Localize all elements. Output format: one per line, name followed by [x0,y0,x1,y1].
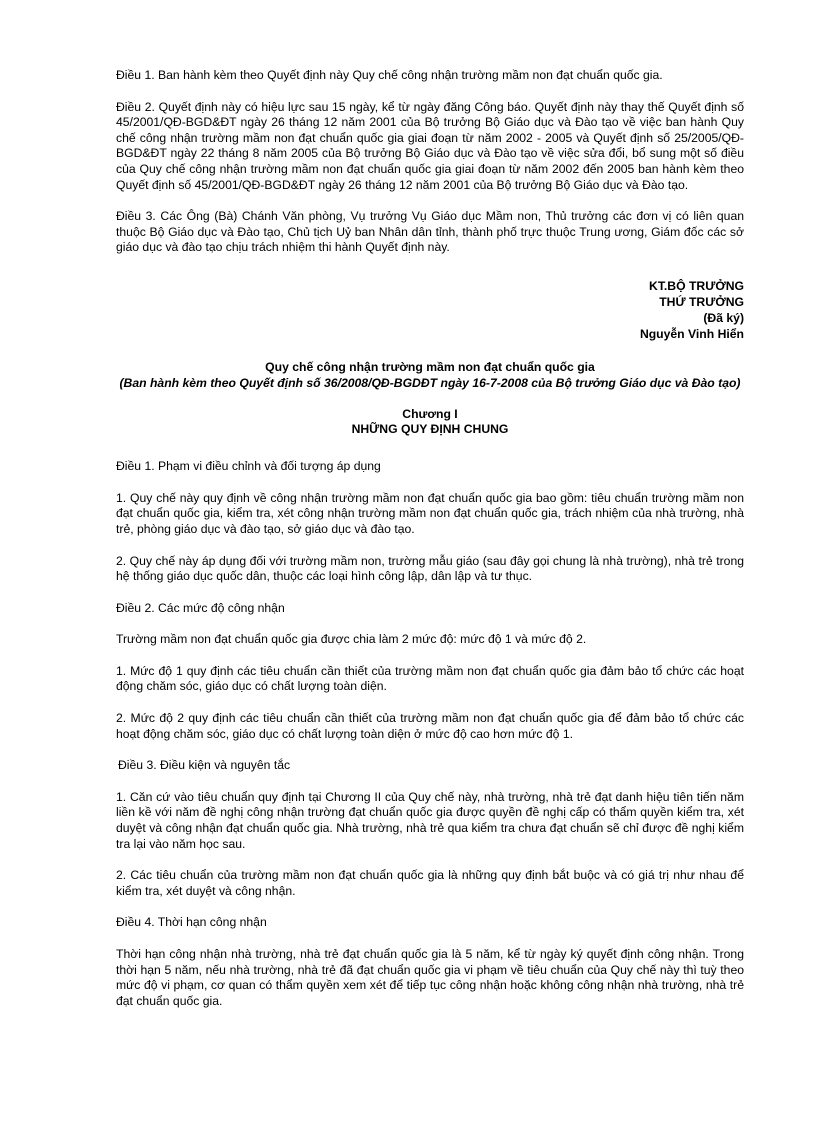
document-page [116,68,744,1025]
regulation-title: Quy chế công nhận trường mầm non đạt chuẩn quốc gia [265,359,595,374]
article-4-heading: Điều 4. Thời hạn công nhận [116,915,267,930]
chapter-name: NHỮNG QUY ĐỊNH CHUNG [351,422,509,437]
article-3-heading: Điều 3. Điều kiện và nguyên tắc [118,758,291,773]
article-2-intro: Trường mầm non đạt chuẩn quốc gia được chia làm 2 mức độ: mức độ 1 và mức độ 2. [116,632,587,647]
decision-article-2: Điều 2. Quyết định này có hiệu lực sau 15 ngày, kể từ ngày đăng Công báo. Quyết định này thay thế Quyết định số 45/2001/QĐ-BGD&ĐT ngày 26 tháng 12 năm 2001 của Bộ trưởng Bộ Giáo dục và Đào tạo về việc ban hành Quy chế công nhận trường mầm non đạt chuẩn quốc gia giai đoạn từ năm 2002 - 2005 và Quyết định số 25/2005/QĐ-BGD&ĐT ngày 22 tháng 8 năm 2005 của Bộ trưởng Bộ Giáo dục và Đào tạo về việc sửa đổi, bổ sung một số điều của Quy chế công nhận trường mầm non đạt chuẩn quốc gia giai đoạn từ năm 2002 đến 2005 ban hành kèm theo Quyết định số 45/2001/QĐ-BGD&ĐT ngày 26 tháng 12 năm 2001 của Bộ trưởng Bộ Giáo dục và Đào tạo. [116,99,744,192]
article-1-clause-1: 1. Quy chế này quy định về công nhận trường mầm non đạt chuẩn quốc gia bao gồm: tiêu chuẩn trường mầm non đạt chuẩn quốc gia, kiểm tra, xét công nhận trường mầm non đạt chuẩn quốc gia, trách nhiệm của nhà trường, nhà trẻ, phòng giáo dục và đào tạo, sở giáo dục và đào tạo. [116,490,744,536]
signature-status: (Đã ký) [703,310,744,325]
signature-block [116,278,744,342]
regulation-subtitle: (Ban hành kèm theo Quyết định số 36/2008/QĐ-BGDĐT ngày 16-7-2008 của Bộ trưởng Giáo dục và Đào tạo) [119,375,741,390]
signature-role: THỨ TRƯỞNG [659,294,744,309]
chapter-heading [116,407,744,437]
decision-article-1: Điều 1. Ban hành kèm theo Quyết định này Quy chế công nhận trường mầm non đạt chuẩn quốc gia. [116,68,663,82]
article-2-clause-2: 2. Mức độ 2 quy định các tiêu chuẩn cần thiết của trường mầm non đạt chuẩn quốc gia để đảm bảo tổ chức các hoạt động chăm sóc, giáo dục có chất lượng toàn diện ở mức độ cao hơn mức độ 1. [116,711,744,741]
signature-title: KT.BỘ TRƯỞNG [649,278,744,293]
signatory-name: Nguyễn Vinh Hiển [639,326,744,341]
article-1-clause-2: 2. Quy chế này áp dụng đối với trường mầm non, trường mẫu giáo (sau đây gọi chung là nhà trường), nhà trẻ trong hệ thống giáo dục quốc dân, thuộc các loại hình công lập, dân lập và tư thục. [116,553,744,584]
chapter-number: Chương I [402,407,458,422]
article-1-heading: Điều 1. Phạm vi điều chỉnh và đối tượng áp dụng [116,459,381,474]
article-2-heading: Điều 2. Các mức độ công nhận [116,600,285,615]
article-4-clause-1: Thời hạn công nhận nhà trường, nhà trẻ đạt chuẩn quốc gia là 5 năm, kể từ ngày ký quyết định công nhận. Trong thời hạn 5 năm, nếu nhà trường, nhà trẻ đã đạt chuẩn quốc gia vi phạm về tiêu chuẩn của Quy chế này thì tuỳ theo mức độ vi phạm, cơ quan có thẩm quyền xem xét để tiếp tục công nhận hoặc không công nhận nhà trường, nhà trẻ đạt chuẩn quốc gia. [116,947,744,1008]
article-2-clause-1: 1. Mức độ 1 quy định các tiêu chuẩn cần thiết của trường mầm non đạt chuẩn quốc gia đảm bảo tổ chức các hoạt động chăm sóc, giáo dục có chất lượng toàn diện. [116,663,744,694]
decision-article-3: Điều 3. Các Ông (Bà) Chánh Văn phòng, Vụ trưởng Vụ Giáo dục Mầm non, Thủ trưởng các đơn vị có liên quan thuộc Bộ Giáo dục và Đào tạo, Chủ tịch Uỷ ban Nhân dân tỉnh, thành phố trực thuộc Trung ương, Giám đốc các sở giáo dục và đào tạo chịu trách nhiệm thi hành Quyết định này. [116,209,744,255]
article-3-clause-1: 1. Căn cứ vào tiêu chuẩn quy định tại Chương II của Quy chế này, nhà trường, nhà trẻ đạt danh hiệu tiên tiến năm liền kề với năm đề nghị công nhận trường đạt chuẩn quốc gia được quyền đề nghị cấp có thẩm quyền kiểm tra, xét duyệt và công nhận đạt chuẩn quốc gia. Nhà trường, nhà trẻ qua kiểm tra chưa đạt chuẩn sẽ chỉ được đề nghị kiểm tra lại vào năm học sau. [116,789,744,851]
article-3-clause-2: 2. Các tiêu chuẩn của trường mầm non đạt chuẩn quốc gia là những quy định bắt buộc và có giá trị như nhau để kiểm tra, xét duyệt và công nhận. [116,868,744,898]
